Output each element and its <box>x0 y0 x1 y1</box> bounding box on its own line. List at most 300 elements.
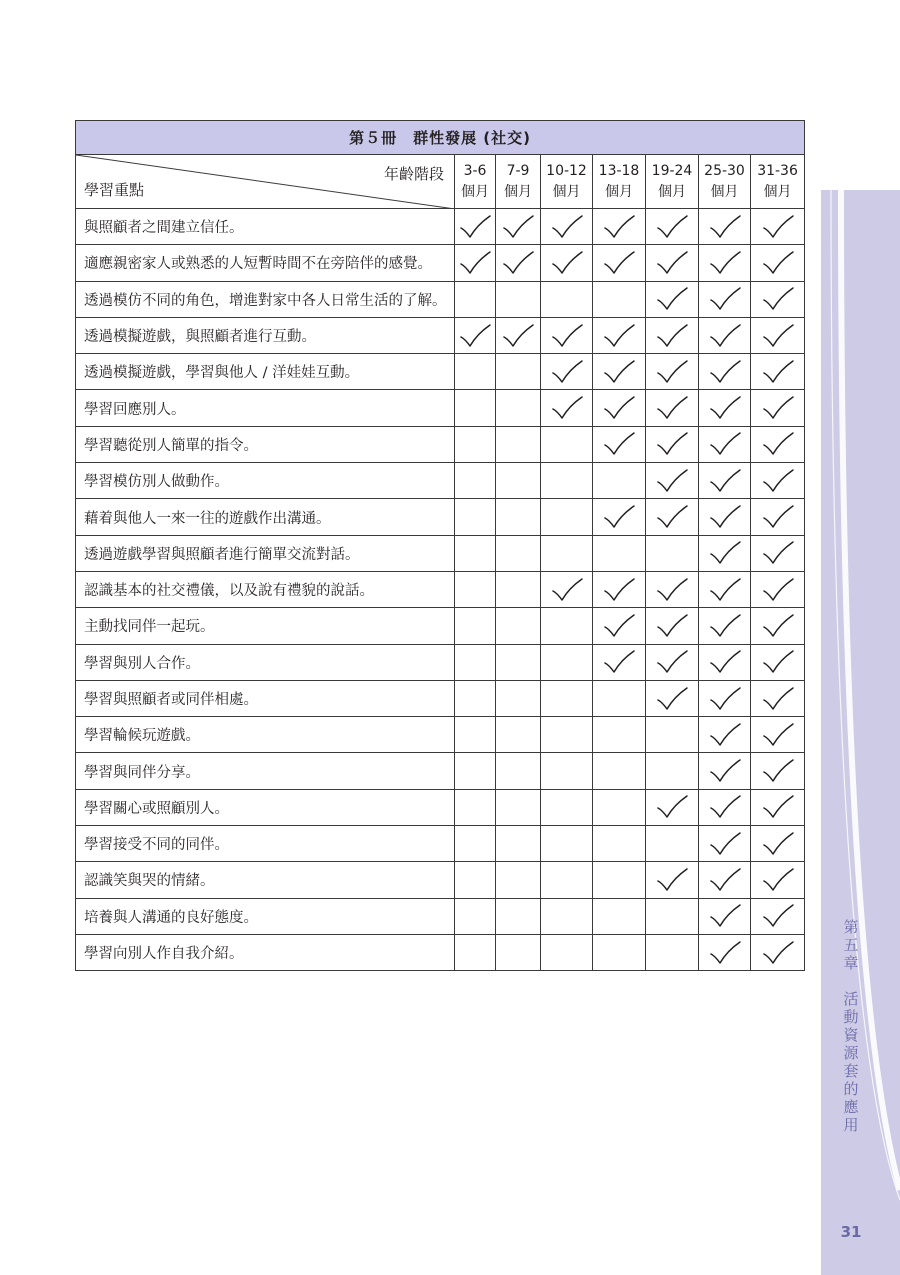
check-icon <box>709 251 741 275</box>
check-cell <box>496 354 541 390</box>
check-cell <box>541 317 593 353</box>
check-cell <box>593 789 646 825</box>
check-cell <box>646 245 699 281</box>
check-cell <box>593 281 646 317</box>
check-cell <box>699 608 751 644</box>
check-cell <box>593 644 646 680</box>
check-icon <box>656 360 688 384</box>
check-cell <box>751 209 805 245</box>
check-cell <box>646 862 699 898</box>
check-cell <box>593 354 646 390</box>
age-unit: 個月 <box>763 183 792 200</box>
learning-focus-item: 學習回應別人。 <box>76 390 455 426</box>
check-cell <box>593 499 646 535</box>
age-column-header <box>646 155 699 209</box>
check-cell <box>751 934 805 970</box>
check-cell <box>751 463 805 499</box>
check-cell <box>646 535 699 571</box>
check-icon <box>603 324 635 348</box>
check-cell <box>496 862 541 898</box>
check-cell <box>541 281 593 317</box>
check-icon <box>762 324 794 348</box>
check-cell <box>593 463 646 499</box>
check-cell <box>455 499 496 535</box>
check-cell <box>699 499 751 535</box>
check-cell <box>751 789 805 825</box>
header-row <box>76 155 805 209</box>
check-icon <box>762 287 794 311</box>
check-icon <box>762 578 794 602</box>
check-cell <box>751 753 805 789</box>
skill-table <box>75 120 805 971</box>
check-icon <box>709 832 741 856</box>
check-cell <box>455 390 496 426</box>
check-icon <box>603 505 635 529</box>
check-icon <box>656 432 688 456</box>
age-column-header <box>541 155 593 209</box>
check-icon <box>656 215 688 239</box>
table-row <box>76 644 805 680</box>
check-icon <box>709 287 741 311</box>
check-cell <box>699 281 751 317</box>
check-cell <box>593 934 646 970</box>
check-cell <box>496 680 541 716</box>
check-cell <box>496 317 541 353</box>
check-cell <box>646 209 699 245</box>
age-range: 7-9 <box>506 162 530 179</box>
check-cell <box>593 898 646 934</box>
check-cell <box>455 717 496 753</box>
check-cell <box>699 535 751 571</box>
check-icon <box>502 251 534 275</box>
check-icon <box>656 650 688 674</box>
check-icon <box>762 251 794 275</box>
check-cell <box>699 680 751 716</box>
check-cell <box>699 826 751 862</box>
check-cell <box>646 463 699 499</box>
check-icon <box>709 578 741 602</box>
chapter-label <box>840 918 862 1134</box>
check-icon <box>603 432 635 456</box>
check-cell <box>646 608 699 644</box>
check-cell <box>455 608 496 644</box>
check-cell <box>541 209 593 245</box>
age-column-header <box>455 155 496 209</box>
check-icon <box>709 505 741 529</box>
check-cell <box>699 934 751 970</box>
learning-focus-item: 學習模仿別人做動作。 <box>76 463 455 499</box>
check-icon <box>762 469 794 493</box>
check-cell <box>646 717 699 753</box>
table-row <box>76 463 805 499</box>
check-cell <box>646 826 699 862</box>
table-row <box>76 753 805 789</box>
check-cell <box>496 934 541 970</box>
check-icon <box>709 432 741 456</box>
learning-focus-item: 與照顧者之間建立信任。 <box>76 209 455 245</box>
check-icon <box>762 904 794 928</box>
check-cell <box>699 862 751 898</box>
learning-focus-item: 藉着與他人一來一往的遊戲作出溝通。 <box>76 499 455 535</box>
learning-focus-item: 適應親密家人或熟悉的人短暫時間不在旁陪伴的感覺。 <box>76 245 455 281</box>
check-icon <box>709 904 741 928</box>
table-row <box>76 680 805 716</box>
check-icon <box>762 868 794 892</box>
check-cell <box>496 499 541 535</box>
check-cell <box>751 717 805 753</box>
check-cell <box>751 571 805 607</box>
check-icon <box>762 360 794 384</box>
check-cell <box>541 245 593 281</box>
table-row <box>76 317 805 353</box>
check-icon <box>762 759 794 783</box>
table-row <box>76 608 805 644</box>
learning-focus-item: 透過遊戲學習與照顧者進行簡單交流對話。 <box>76 535 455 571</box>
check-icon <box>656 614 688 638</box>
age-range: 25-30 <box>704 162 745 179</box>
diagonal-header <box>76 155 455 209</box>
check-icon <box>709 360 741 384</box>
check-icon <box>762 215 794 239</box>
check-cell <box>455 354 496 390</box>
check-cell <box>646 499 699 535</box>
check-cell <box>593 753 646 789</box>
check-cell <box>751 499 805 535</box>
age-range: 3-6 <box>463 162 487 179</box>
check-cell <box>646 680 699 716</box>
check-icon <box>656 396 688 420</box>
check-cell <box>646 898 699 934</box>
check-cell <box>455 571 496 607</box>
check-cell <box>541 608 593 644</box>
check-cell <box>541 426 593 462</box>
check-icon <box>603 614 635 638</box>
check-icon <box>762 396 794 420</box>
check-cell <box>699 209 751 245</box>
check-icon <box>762 432 794 456</box>
check-icon <box>603 650 635 674</box>
age-unit: 個月 <box>658 183 686 200</box>
check-cell <box>593 862 646 898</box>
age-range: 10-12 <box>546 162 587 179</box>
check-cell <box>646 317 699 353</box>
check-icon <box>709 469 741 493</box>
check-icon <box>551 396 583 420</box>
check-cell <box>496 753 541 789</box>
learning-focus-item: 學習關心或照顧別人。 <box>76 789 455 825</box>
check-cell <box>496 426 541 462</box>
check-icon <box>762 505 794 529</box>
check-icon <box>656 505 688 529</box>
check-cell <box>496 826 541 862</box>
check-cell <box>751 245 805 281</box>
check-cell <box>455 463 496 499</box>
check-icon <box>709 868 741 892</box>
check-cell <box>593 535 646 571</box>
learning-focus-item: 透過模擬遊戲，學習與他人 / 洋娃娃互動。 <box>76 354 455 390</box>
check-cell <box>699 354 751 390</box>
age-range: 31-36 <box>757 162 798 179</box>
check-cell <box>496 644 541 680</box>
table-row <box>76 426 805 462</box>
check-cell <box>496 281 541 317</box>
check-cell <box>455 862 496 898</box>
check-cell <box>496 209 541 245</box>
table-row <box>76 826 805 862</box>
table-row <box>76 898 805 934</box>
age-unit: 個月 <box>552 183 581 200</box>
check-icon <box>603 578 635 602</box>
check-cell <box>646 281 699 317</box>
check-icon <box>762 650 794 674</box>
check-cell <box>541 463 593 499</box>
check-cell <box>699 717 751 753</box>
check-icon <box>709 614 741 638</box>
check-cell <box>541 898 593 934</box>
check-cell <box>541 789 593 825</box>
check-cell <box>496 898 541 934</box>
check-icon <box>656 324 688 348</box>
age-column-header <box>496 155 541 209</box>
check-cell <box>541 644 593 680</box>
learning-focus-item: 學習與同伴分享。 <box>76 753 455 789</box>
check-icon <box>709 215 741 239</box>
check-icon <box>656 687 688 711</box>
check-icon <box>551 324 583 348</box>
page-number: 31 <box>840 1223 862 1241</box>
check-cell <box>496 245 541 281</box>
check-icon <box>656 469 688 493</box>
check-cell <box>751 644 805 680</box>
learning-focus-item: 學習與別人合作。 <box>76 644 455 680</box>
learning-focus-item: 透過模擬遊戲，與照顧者進行互動。 <box>76 317 455 353</box>
check-cell <box>541 862 593 898</box>
check-cell <box>455 317 496 353</box>
check-cell <box>496 717 541 753</box>
check-icon <box>709 650 741 674</box>
check-icon <box>762 687 794 711</box>
check-icon <box>656 251 688 275</box>
check-cell <box>646 571 699 607</box>
check-icon <box>551 360 583 384</box>
check-icon <box>762 832 794 856</box>
table-row <box>76 789 805 825</box>
age-column-header <box>593 155 646 209</box>
check-cell <box>593 608 646 644</box>
check-cell <box>496 789 541 825</box>
table-row <box>76 390 805 426</box>
check-cell <box>646 789 699 825</box>
table-row <box>76 281 805 317</box>
check-cell <box>455 426 496 462</box>
age-column-header <box>751 155 805 209</box>
check-cell <box>455 245 496 281</box>
table-row <box>76 245 805 281</box>
check-cell <box>541 717 593 753</box>
check-cell <box>751 535 805 571</box>
check-cell <box>593 717 646 753</box>
check-cell <box>593 209 646 245</box>
check-cell <box>496 571 541 607</box>
check-cell <box>455 826 496 862</box>
learning-focus-label: 學習重點 <box>84 181 145 199</box>
check-icon <box>762 795 794 819</box>
check-icon <box>603 396 635 420</box>
check-icon <box>459 251 491 275</box>
check-icon <box>762 723 794 747</box>
table-body <box>76 209 805 971</box>
table-title: 第５冊 群性發展 (社交) <box>76 121 805 155</box>
table-row <box>76 934 805 970</box>
check-cell <box>699 571 751 607</box>
check-icon <box>459 324 491 348</box>
table-row <box>76 354 805 390</box>
check-icon <box>709 687 741 711</box>
check-cell <box>593 680 646 716</box>
age-range: 19-24 <box>651 162 693 179</box>
table-row <box>76 535 805 571</box>
check-icon <box>459 215 491 239</box>
check-cell <box>699 644 751 680</box>
check-cell <box>455 680 496 716</box>
check-cell <box>455 281 496 317</box>
check-cell <box>699 317 751 353</box>
table-row <box>76 571 805 607</box>
check-cell <box>751 608 805 644</box>
check-icon <box>551 215 583 239</box>
check-icon <box>709 541 741 565</box>
check-cell <box>541 535 593 571</box>
chapter-title: 活動資源套的應用 <box>843 990 859 1134</box>
check-icon <box>603 215 635 239</box>
learning-focus-item: 學習聽從別人簡單的指令。 <box>76 426 455 462</box>
check-cell <box>593 317 646 353</box>
check-cell <box>699 426 751 462</box>
chapter-number: 第五章 <box>843 918 859 972</box>
check-icon <box>551 251 583 275</box>
check-cell <box>496 608 541 644</box>
check-cell <box>593 245 646 281</box>
table-row <box>76 717 805 753</box>
check-cell <box>541 680 593 716</box>
check-cell <box>646 354 699 390</box>
learning-focus-item: 認識笑與哭的情緒。 <box>76 862 455 898</box>
age-unit: 個月 <box>504 183 532 200</box>
check-cell <box>455 753 496 789</box>
check-cell <box>541 753 593 789</box>
check-cell <box>455 934 496 970</box>
learning-focus-item: 學習輪候玩遊戲。 <box>76 717 455 753</box>
check-icon <box>502 215 534 239</box>
check-cell <box>455 644 496 680</box>
learning-focus-item: 學習向別人作自我介紹。 <box>76 934 455 970</box>
check-icon <box>551 578 583 602</box>
check-cell <box>541 499 593 535</box>
check-icon <box>709 759 741 783</box>
check-cell <box>751 898 805 934</box>
check-cell <box>699 463 751 499</box>
check-cell <box>646 644 699 680</box>
check-cell <box>496 463 541 499</box>
check-cell <box>751 426 805 462</box>
check-icon <box>762 614 794 638</box>
check-cell <box>751 826 805 862</box>
check-cell <box>699 245 751 281</box>
check-cell <box>751 862 805 898</box>
check-cell <box>751 317 805 353</box>
check-cell <box>593 571 646 607</box>
check-icon <box>502 324 534 348</box>
age-column-header <box>699 155 751 209</box>
age-unit: 個月 <box>605 183 633 200</box>
learning-focus-item: 學習與照顧者或同伴相處。 <box>76 680 455 716</box>
check-cell <box>541 934 593 970</box>
check-cell <box>751 680 805 716</box>
check-cell <box>646 753 699 789</box>
check-cell <box>541 390 593 426</box>
check-icon <box>762 541 794 565</box>
check-icon <box>603 251 635 275</box>
check-cell <box>541 571 593 607</box>
check-cell <box>541 826 593 862</box>
age-stage-label: 年齡階段 <box>383 165 444 183</box>
check-cell <box>699 753 751 789</box>
check-cell <box>496 535 541 571</box>
check-icon <box>709 324 741 348</box>
check-cell <box>593 426 646 462</box>
table-row <box>76 862 805 898</box>
check-icon <box>709 941 741 965</box>
check-cell <box>541 354 593 390</box>
check-cell <box>646 426 699 462</box>
check-cell <box>593 826 646 862</box>
table-row <box>76 209 805 245</box>
check-icon <box>656 795 688 819</box>
check-icon <box>603 360 635 384</box>
learning-focus-item: 主動找同伴一起玩。 <box>76 608 455 644</box>
check-icon <box>709 396 741 420</box>
table-row <box>76 499 805 535</box>
check-cell <box>699 898 751 934</box>
learning-focus-item: 透過模仿不同的角色，增進對家中各人日常生活的了解。 <box>76 281 455 317</box>
learning-focus-item: 學習接受不同的同伴。 <box>76 826 455 862</box>
learning-focus-item: 培養與人溝通的良好態度。 <box>76 898 455 934</box>
check-icon <box>709 723 741 747</box>
check-cell <box>455 535 496 571</box>
check-cell <box>646 934 699 970</box>
check-icon <box>709 795 741 819</box>
check-cell <box>496 390 541 426</box>
check-icon <box>656 287 688 311</box>
check-icon <box>762 941 794 965</box>
check-cell <box>699 390 751 426</box>
age-unit: 個月 <box>461 183 489 200</box>
check-icon <box>656 578 688 602</box>
check-cell <box>455 209 496 245</box>
check-cell <box>455 898 496 934</box>
learning-focus-item: 認識基本的社交禮儀，以及說有禮貌的說話。 <box>76 571 455 607</box>
check-cell <box>751 354 805 390</box>
check-cell <box>646 390 699 426</box>
check-cell <box>699 789 751 825</box>
check-cell <box>751 281 805 317</box>
check-icon <box>656 868 688 892</box>
check-cell <box>751 390 805 426</box>
age-unit: 個月 <box>710 183 739 200</box>
age-range: 13-18 <box>598 162 640 179</box>
check-cell <box>455 789 496 825</box>
check-cell <box>593 390 646 426</box>
